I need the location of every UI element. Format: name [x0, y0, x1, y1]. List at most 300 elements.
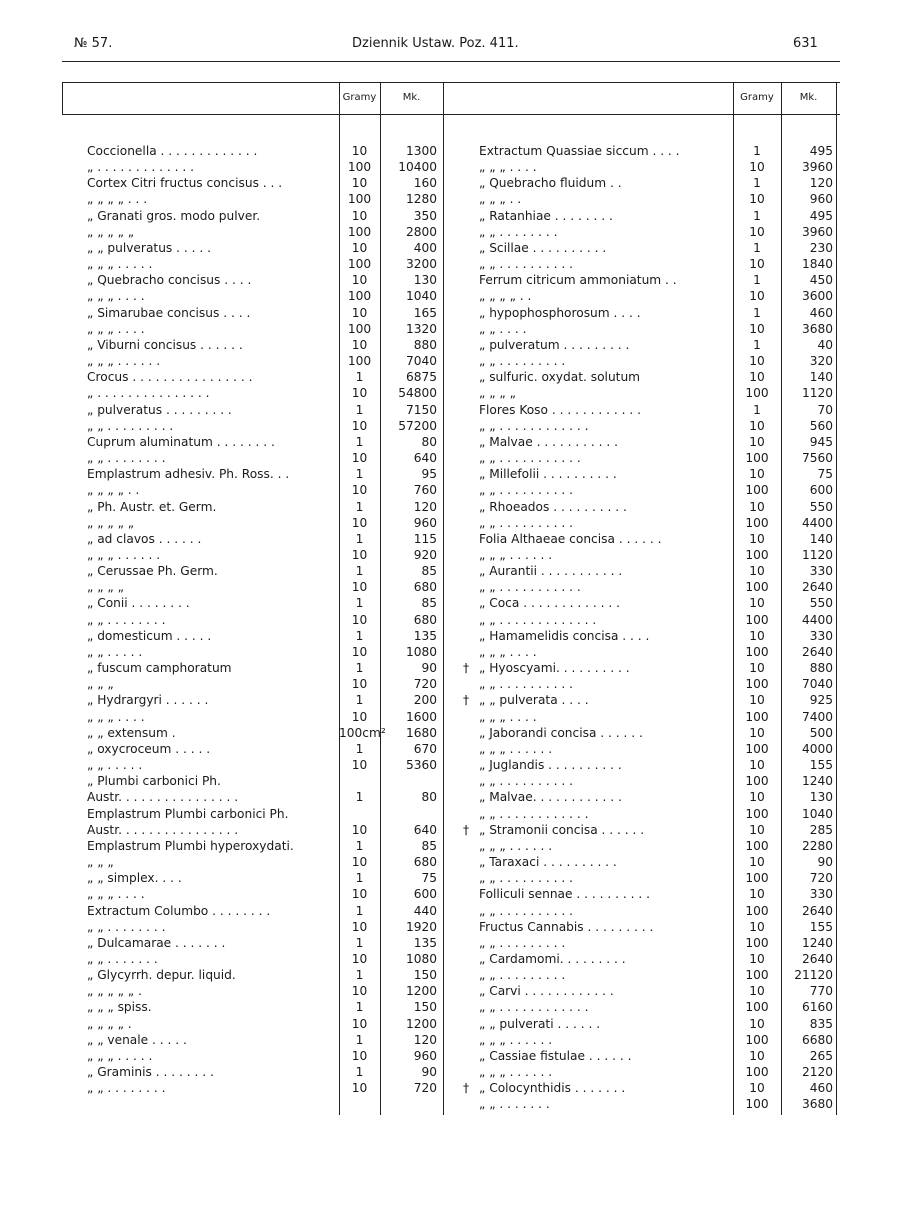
price-mk: 770 [809, 984, 833, 999]
item-name: „ „ . . . . . . . . [87, 451, 166, 466]
grams-value: 100 [347, 160, 372, 175]
price-mk: 920 [413, 548, 437, 562]
price-mk: 1120 [801, 386, 833, 401]
item-name: „ Cardamomi. . . . . . . . . [479, 952, 626, 966]
grams-value: 10 [351, 1016, 368, 1031]
item-name: „ „ pulverata . . . . [479, 693, 589, 708]
grams-value: 100 [745, 709, 769, 724]
price-mk: 3960 [801, 160, 833, 175]
header-rule [62, 61, 840, 62]
item-name: „ „ „ [87, 677, 114, 692]
table-row [463, 741, 838, 757]
grams-value: 10 [351, 208, 368, 223]
grams-value: 10 [749, 418, 765, 433]
grams-value: 100 [745, 515, 769, 530]
price-mk: 550 [809, 499, 833, 514]
item-name: „ „ „ . . . . [87, 289, 145, 304]
table-row [87, 321, 445, 337]
table-row [87, 240, 445, 256]
price-mk: 150 [413, 1000, 437, 1015]
price-mk: 10400 [398, 160, 437, 175]
price-mk: 155 [809, 758, 833, 773]
item-name: „ „ „ . . . . . . [87, 354, 161, 369]
price-mk: 120 [809, 176, 833, 191]
price-mk: 3960 [801, 224, 833, 239]
item-name: „ „ „ . . . . . . [479, 1032, 553, 1047]
table-row [87, 709, 445, 725]
price-mk: 7040 [801, 677, 833, 692]
table-row [463, 1016, 838, 1032]
item-name: „ „ „ . . [479, 192, 522, 207]
item-name: Austr. . . . . . . . . . . . . . . . [87, 822, 239, 837]
table-row [463, 466, 838, 482]
price-mk: 400 [413, 240, 437, 255]
table-row [87, 967, 445, 983]
item-name: Emplastrum Plumbi carbonici Ph. [87, 806, 289, 821]
grams-value: 10 [749, 693, 765, 708]
grams-value: 1 [753, 305, 761, 320]
price-mk: 80 [421, 434, 437, 449]
price-mk: 120 [413, 1032, 437, 1047]
table-row [463, 272, 838, 288]
table-row [463, 903, 838, 919]
table-row [87, 208, 445, 224]
item-name: „ . . . . . . . . . . . . . . . [87, 386, 210, 401]
grams-value: 10 [351, 644, 368, 659]
table-row [463, 321, 838, 337]
grams-value: 10 [351, 483, 368, 498]
price-mk: 1920 [405, 919, 437, 934]
table-row [463, 1032, 838, 1048]
grams-value: 100 [745, 580, 769, 595]
item-name: Folliculi sennae . . . . . . . . . . [479, 887, 651, 902]
grams-value: 100 [347, 192, 372, 207]
price-mk: 70 [817, 402, 833, 417]
price-mk: 680 [413, 855, 437, 870]
item-name: „ „ „ „ . . . [87, 192, 148, 207]
grams-value: 10 [351, 580, 368, 595]
grams-value: 1 [355, 968, 364, 983]
grams-value: 10 [749, 887, 765, 902]
grams-value: 100 [745, 741, 769, 756]
table-row [87, 434, 445, 450]
grams-value: 1 [753, 208, 761, 223]
item-name: „ Coca . . . . . . . . . . . . . [479, 596, 621, 611]
item-name: „ „ . . . . . [87, 758, 143, 773]
grams-value: 10 [351, 337, 368, 352]
price-mk: 130 [809, 790, 833, 805]
table-row [87, 466, 445, 482]
item-name: „ Cerussae Ph. Germ. [87, 564, 218, 579]
table-row [463, 175, 838, 191]
item-name: „ „ „ . . . . [87, 887, 145, 902]
item-name: „ pulveratus . . . . . . . . . [87, 402, 232, 417]
item-name: „ „ „ „ [479, 386, 516, 401]
item-name: „ „ „ . . . . [479, 160, 537, 175]
item-name: „ ad clavos . . . . . . [87, 531, 202, 546]
table-row [87, 660, 445, 676]
grams-value: 100 [745, 612, 769, 627]
price-mk: 4000 [801, 741, 833, 756]
item-name: „ Quebracho concisus . . . . [87, 273, 252, 288]
grams-value: 1 [753, 402, 761, 417]
price-mk: 640 [413, 451, 437, 466]
item-name: Crocus . . . . . . . . . . . . . . . . [87, 370, 253, 385]
grams-value: 10 [351, 952, 368, 966]
item-name: „ „ pulveratus . . . . . [87, 240, 212, 255]
item-name: „ fuscum camphoratum [87, 661, 232, 676]
table-row [87, 854, 445, 870]
price-mk: 1320 [405, 321, 437, 336]
item-name: „ Scillae . . . . . . . . . . [479, 240, 607, 255]
item-name: „ „ . . . . . . . . [87, 1081, 166, 1096]
table-row [463, 838, 838, 854]
grams-value: 10 [749, 192, 765, 207]
grams-value: 10 [749, 661, 765, 676]
grams-value: 100 [745, 1032, 769, 1047]
item-name: „ „ „ . . . . [87, 321, 145, 336]
grams-value: 1 [355, 790, 364, 805]
price-mk: 670 [413, 741, 437, 756]
grams-value: 100 [745, 1097, 769, 1112]
price-mk: 460 [809, 1081, 833, 1096]
price-mk: 2640 [801, 580, 833, 595]
price-mk: 95 [421, 467, 437, 482]
price-mk: 1200 [405, 1016, 437, 1031]
item-name: „ „ . . . . . . . . . [479, 935, 566, 950]
table-row [87, 999, 445, 1015]
item-name: „ „ extensum . [87, 725, 176, 740]
grams-value: 100 [745, 968, 769, 983]
table-row [463, 1080, 838, 1096]
table-row [87, 1032, 445, 1048]
grams-value: 10 [749, 822, 765, 837]
grams-value: 10 [749, 984, 765, 999]
item-name: „ Glycyrrh. depur. liquid. [87, 968, 236, 983]
table-row [87, 418, 445, 434]
grams-value: 100 [745, 935, 769, 950]
left-gramy-header: Gramy [342, 92, 377, 103]
price-mk: 680 [413, 580, 437, 595]
table-row [463, 595, 838, 611]
item-name: „ „ . . . . . . . . . . [479, 774, 573, 789]
price-mk: 1120 [801, 548, 833, 562]
table-row [87, 385, 445, 401]
grams-value: 1 [753, 273, 761, 288]
grams-value: 10 [749, 1081, 765, 1096]
price-mk: 140 [809, 370, 833, 385]
price-mk: 57200 [398, 418, 437, 433]
table-row [463, 159, 838, 175]
grams-value: 1 [355, 1000, 364, 1015]
price-mk: 1840 [801, 257, 833, 272]
grams-value: 100 [745, 1000, 769, 1015]
dagger-mark: † [463, 822, 470, 837]
table-row [87, 499, 445, 515]
price-mk: 85 [421, 596, 437, 611]
table-row [87, 547, 445, 563]
price-mk: 835 [809, 1016, 833, 1031]
price-mk: 21120 [794, 968, 833, 983]
table-row [463, 515, 838, 531]
table-row [463, 499, 838, 515]
price-mk: 960 [413, 515, 437, 530]
table-row [87, 1064, 445, 1080]
price-mk: 1280 [405, 192, 437, 207]
price-mk: 2120 [801, 1065, 833, 1080]
item-name: „ domesticum . . . . . [87, 628, 212, 643]
price-mk: 200 [413, 693, 437, 708]
item-name: „ „ . . . . . . . . . . . [479, 451, 581, 466]
grams-value: 10 [749, 564, 765, 579]
grams-value: 10 [749, 1016, 765, 1031]
grams-value: 10 [749, 531, 765, 546]
right-mk-header: Mk. [799, 92, 818, 103]
grams-value: 100 [745, 677, 769, 692]
table-row [87, 789, 445, 805]
table-row [463, 709, 838, 725]
item-name: „ „ „ „ [87, 580, 124, 595]
grams-value: 1 [355, 741, 364, 756]
grams-value: 10 [351, 144, 368, 158]
price-mk: 80 [421, 790, 437, 805]
grams-value: 1 [355, 838, 364, 853]
item-name: „ Ph. Austr. et. Germ. [87, 499, 217, 514]
journal-title: Dziennik Ustaw. Poz. 411. [352, 36, 519, 51]
item-name: „ „ „ . . . . . . [87, 548, 161, 562]
grams-value: 10 [351, 418, 368, 433]
grams-value: 1 [355, 564, 364, 579]
item-name: „ „ „ . . . . . . [479, 838, 553, 853]
price-mk: 330 [809, 564, 833, 579]
table-row [87, 1016, 445, 1032]
grams-value: 100 [745, 871, 769, 886]
price-mk: 165 [413, 305, 437, 320]
grams-value: 10 [749, 725, 765, 740]
item-name: Austr. . . . . . . . . . . . . . . . [87, 790, 239, 805]
price-mk: 7400 [801, 709, 833, 724]
item-name: „ Hydrargyri . . . . . . [87, 693, 209, 708]
price-mk: 720 [413, 1081, 437, 1096]
item-name: „ „ . . . . . . . . . . . . [479, 418, 589, 433]
table-row [463, 757, 838, 773]
grams-value: 10 [749, 790, 765, 805]
table-row [87, 337, 445, 353]
table-row [87, 482, 445, 498]
price-mk: 720 [413, 677, 437, 692]
grams-value: 100 [347, 257, 372, 272]
table-row [87, 369, 445, 385]
item-name: „ . . . . . . . . . . . . . [87, 160, 195, 175]
table-row [463, 935, 838, 951]
price-mk: 350 [413, 208, 437, 223]
price-mk: 3600 [801, 289, 833, 304]
table-row [463, 725, 838, 741]
table-row [87, 692, 445, 708]
table-row [463, 967, 838, 983]
item-name: „ hypophosphorosum . . . . [479, 305, 641, 320]
item-name: „ Quebracho fluidum . . [479, 176, 622, 191]
item-name: Extractum Quassiae siccum . . . . [479, 144, 680, 158]
price-mk: 1080 [405, 644, 437, 659]
table-row [87, 143, 445, 159]
item-name: „ „ . . . . . . . . . . . . [479, 1000, 589, 1015]
table-row [463, 531, 838, 547]
item-name: „ Viburni concisus . . . . . . [87, 337, 243, 352]
item-name: „ Rhoeados . . . . . . . . . . [479, 499, 627, 514]
price-mk: 760 [413, 483, 437, 498]
table-row [87, 272, 445, 288]
item-name: Ferrum citricum ammoniatum . . [479, 273, 677, 288]
grams-value: 10 [351, 677, 368, 692]
grams-value: 100 [745, 644, 769, 659]
table-row [463, 547, 838, 563]
grams-value: 1 [355, 871, 364, 886]
table-row [463, 256, 838, 272]
table-row [463, 999, 838, 1015]
price-mk: 450 [809, 273, 833, 288]
item-name: „ „ „ . . . . . . [479, 548, 553, 562]
table-row [463, 822, 838, 838]
table-row [463, 305, 838, 321]
item-name: „ sulfuric. oxydat. solutum [479, 370, 641, 385]
grams-value: 100 [347, 224, 372, 239]
item-name: Coccionella . . . . . . . . . . . . . [87, 144, 258, 158]
table-row [463, 191, 838, 207]
price-mk: 495 [809, 144, 833, 158]
grams-value: 10 [749, 467, 765, 482]
price-mk: 75 [421, 871, 437, 886]
table-row [463, 450, 838, 466]
table-row [463, 563, 838, 579]
table-row [87, 822, 445, 838]
grams-value: 10 [749, 758, 765, 773]
issue-number: № 57. [74, 36, 113, 51]
table-row [463, 854, 838, 870]
item-name: „ „ . . . . . . . . . . [479, 483, 573, 498]
table-row [87, 159, 445, 175]
price-mk: 1080 [405, 952, 437, 966]
item-name: „ „ . . . . . . . . [479, 224, 558, 239]
item-name: „ Hamamelidis concisa . . . . [479, 628, 650, 643]
item-name: „ Juglandis . . . . . . . . . . [479, 758, 622, 773]
price-mk: 945 [809, 434, 833, 449]
price-mk: 130 [413, 273, 437, 288]
grams-value: 1 [355, 499, 364, 514]
price-mk: 1600 [405, 709, 437, 724]
table-row [87, 870, 445, 886]
item-name: „ „ „ „ . [87, 1016, 132, 1031]
item-name: „ „ „ „ „ . [87, 984, 142, 999]
table-row [87, 757, 445, 773]
table-row [87, 1048, 445, 1064]
grams-value: 10 [749, 952, 765, 966]
grams-value: 10 [351, 919, 368, 934]
table-row [87, 838, 445, 854]
price-mk: 1240 [801, 935, 833, 950]
item-name: Cortex Citri fructus concisus . . . [87, 176, 283, 191]
grams-value: 10 [351, 887, 368, 902]
item-name: „ Granati gros. modo pulver. [87, 208, 261, 223]
item-name: „ Colocynthidis . . . . . . . [479, 1081, 626, 1096]
item-name: „ Dulcamarae . . . . . . . [87, 935, 226, 950]
grams-value: 10 [351, 515, 368, 530]
table-row [463, 1096, 838, 1112]
price-mk: 285 [809, 822, 833, 837]
table-row [87, 595, 445, 611]
table-row [463, 353, 838, 369]
grams-value: 10 [351, 612, 368, 627]
price-mk: 7560 [801, 451, 833, 466]
item-name: „ „ „ [87, 855, 114, 870]
table-row [87, 773, 445, 789]
table-row [463, 385, 838, 401]
item-name: „ „ . . . . . . . . . . [479, 515, 573, 530]
item-name: „ Plumbi carbonici Ph. [87, 774, 221, 789]
grams-value: 1 [753, 240, 761, 255]
table-row [463, 434, 838, 450]
table-row [87, 806, 445, 822]
item-name: „ „ „ . . . . [87, 709, 145, 724]
item-name: „ Aurantii . . . . . . . . . . . [479, 564, 623, 579]
grams-value: 10 [749, 855, 765, 870]
grams-value: 10 [351, 984, 368, 999]
price-mk: 500 [809, 725, 833, 740]
item-name: „ „ . . . . . [87, 644, 143, 659]
grams-value: 10 [749, 596, 765, 611]
item-name: „ „ . . . . . . . . . . [479, 903, 573, 918]
grams-value: 1 [355, 628, 364, 643]
price-mk: 320 [809, 354, 833, 369]
dagger-mark: † [463, 693, 470, 708]
table-row [87, 224, 445, 240]
table-row [463, 692, 838, 708]
grams-value: 10 [749, 628, 765, 643]
item-name: „ Millefolii . . . . . . . . . . [479, 467, 617, 482]
item-name: „ „ pulverati . . . . . . [479, 1016, 601, 1031]
grams-value: 100 [745, 1065, 769, 1080]
item-name: „ „ „ „ „ [87, 515, 135, 530]
table-row [463, 806, 838, 822]
grams-value: 100 [745, 903, 769, 918]
price-mk: 330 [809, 887, 833, 902]
item-name: „ „ „ . . . . [479, 644, 537, 659]
table-row [87, 725, 445, 741]
grams-value: 10 [749, 499, 765, 514]
table-row [463, 628, 838, 644]
item-name: „ „ „ „ . . [479, 289, 532, 304]
price-mk: 720 [809, 871, 833, 886]
item-name: „ „ „ „ „ [87, 224, 135, 239]
grams-value: 10 [351, 548, 368, 562]
price-mk: 85 [421, 838, 437, 853]
item-name: Extractum Columbo . . . . . . . . [87, 903, 271, 918]
table-row [463, 143, 838, 159]
price-mk: 1300 [405, 144, 437, 158]
item-name: „ Jaborandi concisa . . . . . . [479, 725, 643, 740]
table-row [87, 628, 445, 644]
price-mk: 6160 [801, 1000, 833, 1015]
price-mk: 440 [413, 903, 437, 918]
price-mk: 6680 [801, 1032, 833, 1047]
item-name: „ Hyoscyami. . . . . . . . . . [479, 661, 630, 676]
price-mk: 155 [809, 919, 833, 934]
item-name: „ „ . . . . . . . . [87, 919, 166, 934]
price-mk: 135 [413, 628, 437, 643]
price-mk: 150 [413, 968, 437, 983]
grams-value: 100 [745, 483, 769, 498]
price-mk: 4400 [801, 515, 833, 530]
